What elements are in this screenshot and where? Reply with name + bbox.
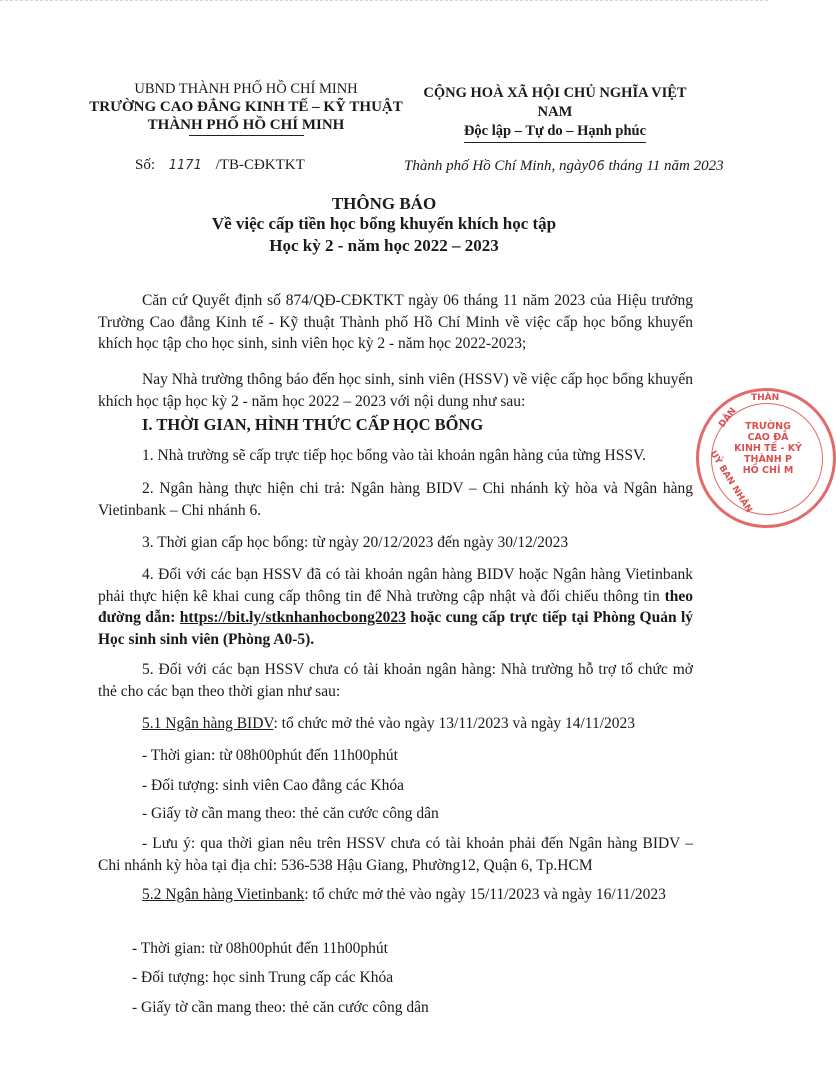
bidv-target: - Đối tượng: sinh viên Cao đẳng các Khóa — [142, 777, 404, 794]
list-item-1: 1. Nhà trường sẽ cấp trực tiếp học bổng vào tài khoản ngân hàng của từng HSSV. — [142, 447, 647, 464]
doc-number-prefix: Số: — [135, 157, 156, 173]
list-item-2: 2. Ngân hàng thực hiện chi trả: Ngân hàng BIDV – Chi nhánh kỳ hòa và Ngân hàng Vietinbank – Chi nhánh 6. — [98, 480, 693, 519]
vietinbank-heading: 5.2 Ngân hàng Vietinbank — [142, 886, 305, 903]
national-motto: Độc lập – Tự do – Hạnh phúc — [464, 122, 646, 143]
item4-tail: hoặc cung cấp trực tiếp tại Phòng Quản lý Học sinh sinh viên (Phòng A0-5). — [98, 609, 694, 648]
list-item-5: 5. Đối với các bạn HSSV chưa có tài khoản ngân hàng: Nhà trường hỗ trợ tổ chức mở thẻ cho các bạn theo thời gian như sau: — [98, 661, 693, 700]
scan-edge-artifact — [0, 0, 768, 7]
issue-date — [404, 158, 724, 175]
bidv-heading: 5.1 Ngân hàng BIDV — [142, 715, 274, 732]
date-day-handwritten: 06 — [588, 159, 605, 174]
stamp-arc-bottom: UỶ BAN NHÂN — [707, 449, 754, 515]
registration-link[interactable]: https://bit.ly/stknhanhocbong2023 — [179, 609, 406, 626]
doc-number-handwritten: 1171 — [168, 158, 202, 173]
vietinbank-documents: - Giấy tờ cần mang theo: thẻ căn cước công dân — [132, 999, 429, 1016]
authority-name: UBND THÀNH PHỐ HỒ CHÍ MINH — [134, 81, 358, 97]
stamp-line-3: KINH TẾ - KỸ — [734, 443, 802, 454]
section-heading-1: I. THỜI GIAN, HÌNH THỨC CẤP HỌC BỔNG — [142, 415, 484, 434]
bidv-dates: : tổ chức mở thẻ vào ngày 13/11/2023 và ngày 14/11/2023 — [273, 715, 636, 732]
stamp-arc-top: THÀN — [751, 393, 780, 403]
vietinbank-time: - Thời gian: từ 08h00phút đến 11h00phút — [132, 940, 388, 957]
bidv-time: - Thời gian: từ 08h00phút đến 11h00phút — [142, 747, 398, 764]
document-subtitle-2: Học kỳ 2 - năm học 2022 – 2023 — [269, 236, 499, 255]
item4-lead: theo đường dẫn: — [98, 587, 693, 626]
bidv-documents: - Giấy tờ cần mang theo: thẻ căn cước công dân — [142, 805, 439, 822]
stamp-line-4: THÀNH P — [744, 454, 792, 465]
header-left — [86, 80, 406, 136]
paragraph-legal-basis: Căn cứ Quyết định số 874/QĐ-CĐKTKT ngày 06 tháng 11 năm 2023 của Hiệu trưởng Trường Cao đẳng Kinh tế - Kỹ thuật Thành phố Hồ Chí Minh về việc cấp học bổng khuyến khích học tập cho học sinh, sinh viên học kỳ 2 - năm học 2022-2023; — [98, 292, 693, 352]
list-item-3: 3. Thời gian cấp học bổng: từ ngày 20/12/2023 đến ngày 30/12/2023 — [142, 534, 569, 551]
stamp-line-1: TRƯỜNG — [745, 421, 791, 432]
list-item-4 — [98, 564, 693, 650]
doc-number-suffix: /TB-CĐKTKT — [215, 157, 305, 173]
document-subtitle-1: Về việc cấp tiền học bổng khuyến khích học tập — [211, 214, 557, 233]
stamp-center-text — [725, 421, 811, 476]
date-after: tháng 11 năm 2023 — [608, 158, 724, 174]
country-name: CỘNG HOÀ XÃ HỘI CHỦ NGHĨA VIỆT NAM — [423, 85, 687, 120]
header-left-underline — [189, 135, 304, 136]
stamp-line-5: HỒ CHÍ M — [742, 465, 794, 476]
vietinbank-dates: : tổ chức mở thẻ vào ngày 15/11/2023 và ngày 16/11/2023 — [304, 886, 666, 903]
paragraph-announcement: Nay Nhà trường thông báo đến học sinh, sinh viên (HSSV) về việc cấp học bổng khuyến khích học tập học kỳ 2 - năm học 2022 – 2023 với nội dung như sau: — [98, 371, 693, 410]
subsection-5-1 — [98, 713, 693, 735]
stamp-line-2: CAO ĐẲ — [747, 432, 789, 443]
subsection-5-2 — [98, 884, 693, 906]
header-right — [410, 84, 700, 143]
item4-text: 4. Đối với các bạn HSSV đã có tài khoản ngân hàng BIDV hoặc Ngân hàng Vietinbank phải thực hiện kê khai cung cấp thông tin để Nhà trường cập nhật và đối chiếu thông tin — [98, 566, 693, 605]
document-number — [135, 157, 305, 174]
document-title: THÔNG BÁO — [331, 194, 437, 213]
bidv-note: - Lưu ý: qua thời gian nêu trên HSSV chưa có tài khoản phải đến Ngân hàng BIDV – Chi nhánh kỳ hòa tại địa chỉ: 536-538 Hậu Giang, Phường12, Quận 6, Tp.HCM — [98, 835, 693, 874]
school-city: THÀNH PHỐ HỒ CHÍ MINH — [147, 117, 345, 133]
school-name: TRƯỜNG CAO ĐẲNG KINH TẾ – KỸ THUẬT — [89, 99, 403, 115]
vietinbank-target: - Đối tượng: học sinh Trung cấp các Khóa — [132, 969, 394, 986]
date-before: Thành phố Hồ Chí Minh, ngày — [404, 158, 589, 174]
official-red-stamp — [696, 388, 836, 528]
stamp-arc-left: DÂN — [717, 406, 739, 430]
